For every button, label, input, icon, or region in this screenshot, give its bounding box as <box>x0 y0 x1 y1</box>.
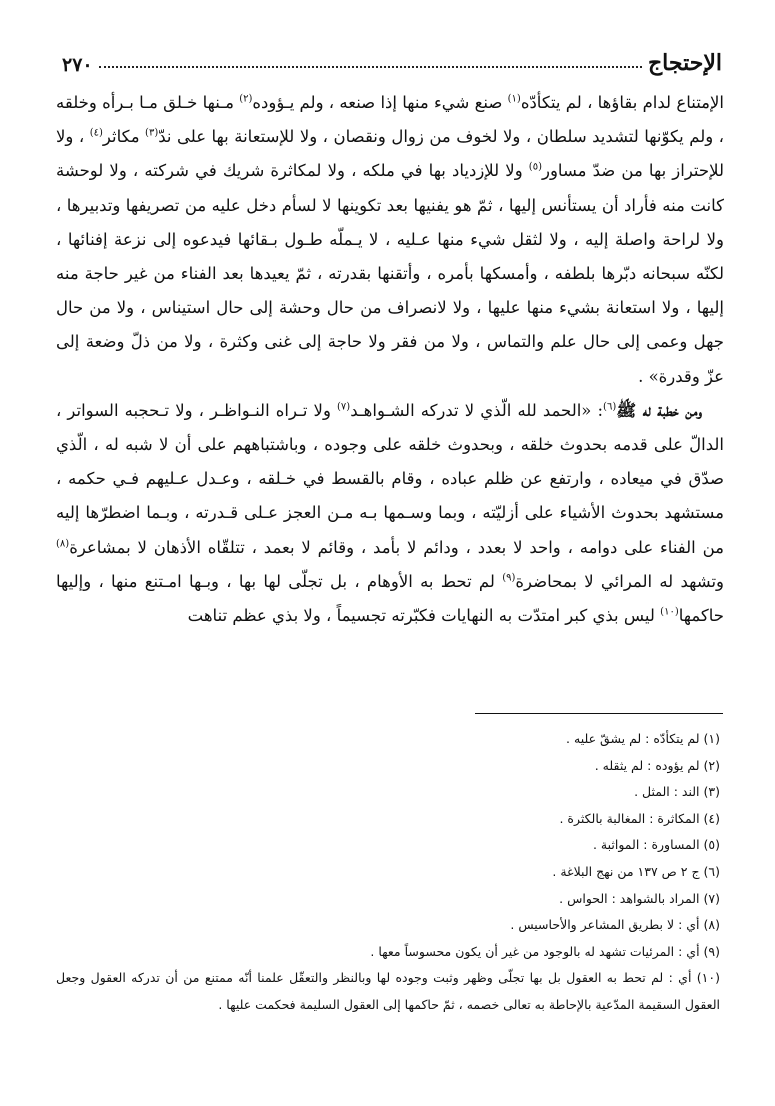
footnote-ref: (٩) <box>502 572 516 584</box>
footnote-separator <box>475 713 723 714</box>
footnotes <box>56 726 724 1019</box>
paragraph-1 <box>56 86 724 394</box>
footnote-ref: (١) <box>507 93 521 105</box>
text-span: الإمتناع لدام بقاؤها ، لم يتكأدّه <box>520 93 725 112</box>
footnote-9: (٩) أي : المرئيات تشهد له بالوجود من غير أن يكون محسوساً معها . <box>370 943 720 959</box>
page-number: ٢٧٠ <box>62 54 93 76</box>
chapter-title: الإحتجاج <box>647 50 722 76</box>
footnote-ref: (٧) <box>337 401 351 413</box>
footnote-10: (١٠) أي : لم تحط به العقول بل بها تجلّى وظهر وثبت وجوده لها وبالنظر والتعقّل علمنا أنّه ممتنع من أن تدركه العقول وجعل العقول السقيمة المدّعية بالإحاطة به تعالى خصمه ، ثمّ حاكمها إلى العقول السليمة فحكمت عليها . <box>56 970 720 1012</box>
text-span: مكاثر <box>102 127 146 147</box>
footnote-2: (٢) لم يؤوده : لم يثقله . <box>594 757 720 773</box>
header-leader-dots <box>99 66 642 68</box>
text-span: صنع شيء منها إذا صنعه ، ولم يـؤوده <box>252 93 508 112</box>
text-span: ولا تـراه النـواظـر ، ولا تـحجبه السواتر ، الدالّ على قدمه بحدوث خلقه ، وبحدوث خلقه على وجوده ، وباشتباههم على أن لا شبه له ، الّذي صدّق في ميعاده ، وارتفع عن ظلم عباده ، وقام بالقسط في خـلقه ، وعـدل عـليهم فـي حكمه ، مستشهد بحدوث الأشياء على أزليّته ، وبما وسـمها بـه مـن العجز عـلى قـدرته ، وبـما اضطرّها إليه من الفناء على دوامه ، واحد لا بعدد ، ودائم لا بأمد ، وقائم لا بعمد ، تتلقّاه الأذهان لا بمشاعرة <box>56 400 724 557</box>
footnote-5: (٥) المساورة : المواثبة . <box>592 837 720 853</box>
footnote-ref: (٥) <box>528 161 542 173</box>
main-text <box>56 86 724 633</box>
text-span: لم تحط به الأوهام ، بل تجلّى لها بها ، وبـها امـتنع منها ، وإليها حاكمها <box>56 571 724 626</box>
text-span: : «الحمد لله الّذي لا تدركه الشـواهـد <box>350 400 604 420</box>
footnote-ref: (٦) <box>603 401 617 413</box>
text-span: مـنها خـلق مـا بـرأه وخلقه ، ولم يكوّنها لتشديد سلطان ، ولا لخوف من زوال ونقصان ، ولا للإستعانة بها على ندّ <box>56 93 725 147</box>
page-header <box>62 36 722 76</box>
paragraph-2 <box>56 394 724 633</box>
footnote-ref: (١٠) <box>660 606 679 618</box>
text-span: ، ولا للإحتراز بها من ضدّ مساور <box>56 127 724 181</box>
footnote-ref: (٨) <box>56 538 70 550</box>
footnote-6: (٦) ج ٢ ص ١٣٧ من نهج البلاغة . <box>552 863 720 879</box>
text-span: ليس بذي كبر امتدّت به النهايات فكبّرته تجسيماً ، ولا بذي عظم تناهت <box>187 606 661 626</box>
footnote-1: (١) لم يتكأدّه : لم يشقّ عليه . <box>566 731 720 746</box>
footnote-7: (٧) المراد بالشواهد : الحواس . <box>559 890 720 906</box>
sermon-heading: ومن خطبة له ﷺ <box>616 400 702 420</box>
footnote-ref: (٣) <box>145 127 159 139</box>
footnote-4: (٤) المكاثرة : المغالبة بالكثرة . <box>559 810 720 826</box>
footnote-8: (٨) أي : لا بطريق المشاعر والأحاسيس . <box>510 917 720 933</box>
text-span: وتشهد له المرائي لا بمحاضرة <box>515 571 725 591</box>
footnote-ref: (٢) <box>239 93 253 105</box>
footnote-ref: (٤) <box>89 127 103 139</box>
footnote-3: (٣) الند : المثل . <box>634 784 720 800</box>
text-span: ولا للإزدياد بها في ملكه ، ولا لمكاثرة شريك في شركته ، ولا لوحشة كانت منه فأراد أن يستأنس إليها ، ثمّ هو يفنيها بعد تكوينها لا لسأم دخل عليه من تصريفها وتدبيرها ، ولا لراحة واصلة إليه ، ولا لثقل شيء منها عـليه ، لا يـملّه طـول بـقائها فيدعوه إلى نزعة إفنائها ، لكنّه سبحانه دبّرها بلطفه ، وأمسكها بأمره ، وأتقنها بقدرته ، ثمّ يعيدها بعد الفناء من غير حاجة منه إليها ، ولا استعانة بشيء منها عليها ، ولا لانصراف من حال وحشة إلى حال استيناس ، ولا من حال جهل وعمى إلى حال علم والتماس ، ولا من فقر ولا حاجة إلى غنى وكثرة ، ولا من ذلّ وضعة إلى عزّ وقدرة» . <box>56 161 724 386</box>
